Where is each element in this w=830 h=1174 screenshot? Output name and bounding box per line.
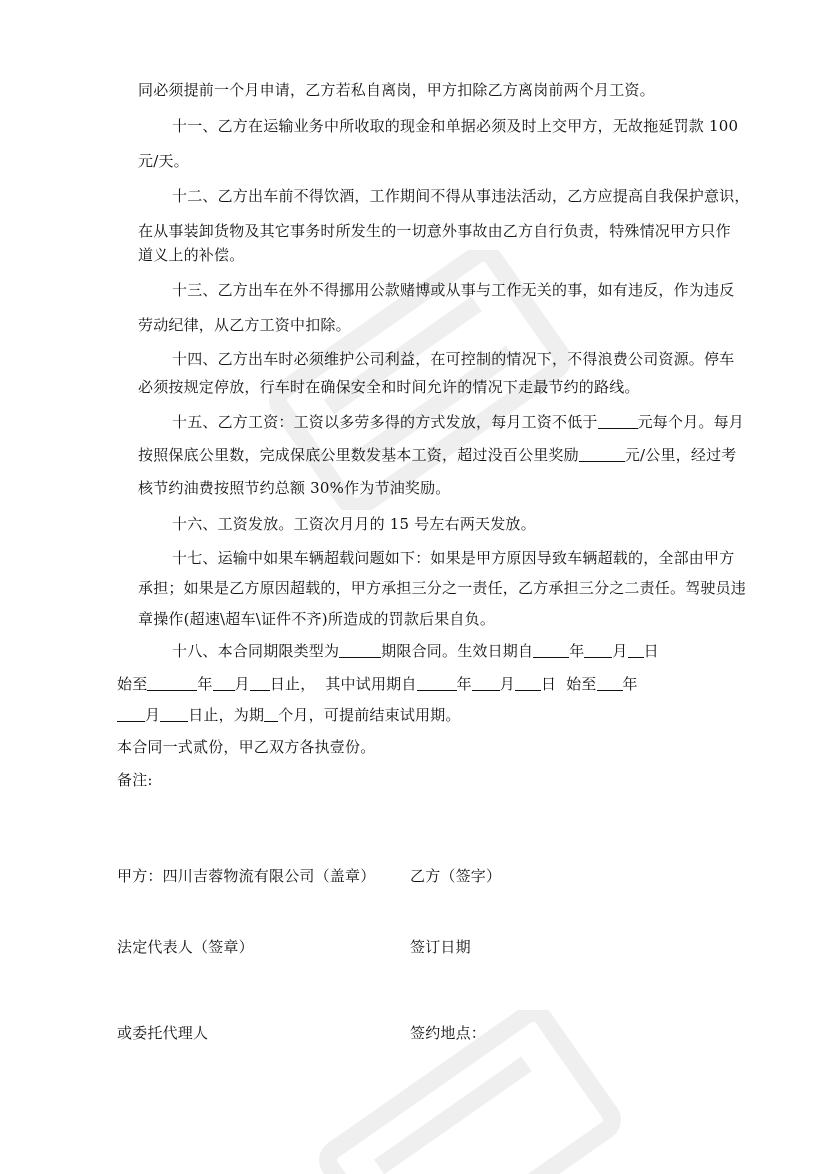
- clause-18-text: 日止，: [269, 675, 316, 693]
- blank-field[interactable]: [160, 706, 188, 722]
- clause-15-text: 元每个月。每月: [637, 413, 745, 431]
- text-line: 元/天。: [138, 152, 189, 170]
- clause-18-text: 年: [197, 675, 213, 693]
- blank-field[interactable]: [213, 675, 235, 691]
- clause-17: 十七、运输中如果车辆超载问题如下：如果是甲方原因导致车辆超载的，全部由甲方: [172, 549, 735, 567]
- clause-15-line: [138, 445, 736, 465]
- text-line: 道义上的补偿。: [138, 246, 245, 264]
- blank-field[interactable]: [117, 706, 145, 722]
- clause-18-text: 月: [145, 706, 161, 724]
- clause-18-text: 始至: [566, 675, 597, 693]
- clause-18-line: [117, 705, 461, 725]
- copies-text: 本合同一式贰份，甲乙双方各执壹份。: [117, 738, 376, 756]
- text-line: 必须按规定停放，行车时在确保安全和时间允许的情况下走最节约的路线。: [138, 378, 640, 396]
- blank-field[interactable]: [250, 675, 270, 691]
- clause-16: 十六、工资发放。工资次月月的 15 号左右两天发放。: [172, 515, 536, 533]
- clause-18-text: 年: [456, 675, 472, 693]
- clause-11: 十一、乙方在运输业务中所收取的现金和单据必须及时上交甲方，无故拖延罚款 100: [172, 117, 739, 135]
- text-line: 承担；如果是乙方原因超载的，甲方承担三分之一责任，乙方承担三分之二责任。驾驶员违: [138, 579, 747, 597]
- clause-18-text: 个月，可提前结束试用期。: [278, 706, 461, 724]
- blank-field[interactable]: [339, 642, 381, 658]
- clause-18-text: 十八、本合同期限类型为: [172, 642, 340, 660]
- remark-label: 备注:: [117, 771, 153, 789]
- clause-18-text: 日: [540, 675, 557, 693]
- clause-15-text: 按照保底公里数，完成保底公里数发基本工资，超过没百公里奖励: [138, 446, 579, 464]
- clause-18-text: 日: [643, 642, 659, 660]
- blank-field[interactable]: [597, 675, 623, 691]
- clause-14: 十四、乙方出车时必须维护公司利益，在可控制的情况下，不得浪费公司资源。停车: [172, 350, 735, 368]
- text-line: 章操作(超速\超车\证件不齐)所造成的罚款后果自负。: [138, 610, 496, 628]
- clause-18-line: [117, 674, 638, 694]
- clause-18-text: 年: [569, 642, 585, 660]
- clause-18-text: 其中试用期自: [325, 675, 417, 693]
- clause-18-text: 月: [612, 642, 628, 660]
- blank-field[interactable]: [264, 706, 278, 722]
- clause-18-text: 月: [234, 675, 250, 693]
- text-line: 同必须提前一个月申请，乙方若私自离岗，甲方扣除乙方离岗前两个月工资。: [138, 81, 655, 99]
- blank-field[interactable]: [584, 642, 612, 658]
- clause-13: 十三、乙方出车在外不得挪用公款赌博或从事与工作无关的事，如有违反，作为违反: [172, 281, 735, 299]
- text-line: 在从事装卸货物及其它事务时所发生的一切意外事故由乙方自行负责，特殊情况甲方只作: [138, 222, 731, 240]
- party-a-label: 甲方：四川吉蓉物流有限公司（盖章）: [117, 867, 376, 885]
- legal-rep-label: 法定代表人（签章）: [117, 938, 254, 956]
- blank-field[interactable]: [147, 675, 197, 691]
- clause-18-text: 期限合同。生效日期自: [381, 642, 534, 660]
- party-b-label: 乙方（签字）: [410, 867, 502, 885]
- text-line: 劳动纪律，从乙方工资中扣除。: [138, 316, 351, 334]
- clause-15: [172, 412, 744, 432]
- clause-18-text: 月: [499, 675, 515, 693]
- clause-15-text: 十五、乙方工资：工资以多劳多得的方式发放，每月工资不低于: [172, 413, 598, 431]
- clause-18-text: 始至: [117, 675, 148, 693]
- blank-field[interactable]: [417, 675, 457, 691]
- clause-15-text: 元/公里，经过考: [624, 446, 737, 464]
- clause-18-text: 日止，为期: [188, 706, 265, 724]
- blank-field[interactable]: [533, 642, 569, 658]
- sign-place-label: 签约地点：: [410, 1024, 487, 1042]
- blank-field[interactable]: [579, 446, 625, 462]
- clause-12: 十二、乙方出车前不得饮酒，工作期间不得从事违法活动，乙方应提高自我保护意识，: [172, 187, 750, 205]
- agent-label: 或委托代理人: [117, 1024, 209, 1042]
- blank-field[interactable]: [472, 675, 500, 691]
- clause-18-text: 年: [622, 675, 638, 693]
- blank-field[interactable]: [628, 642, 644, 658]
- blank-field[interactable]: [515, 675, 541, 691]
- clause-18: [172, 641, 659, 661]
- sign-date-label: 签订日期: [410, 938, 471, 956]
- text-line: 核节约油费按照节约总额 30%作为节油奖励。: [138, 479, 451, 497]
- blank-field[interactable]: [598, 413, 638, 429]
